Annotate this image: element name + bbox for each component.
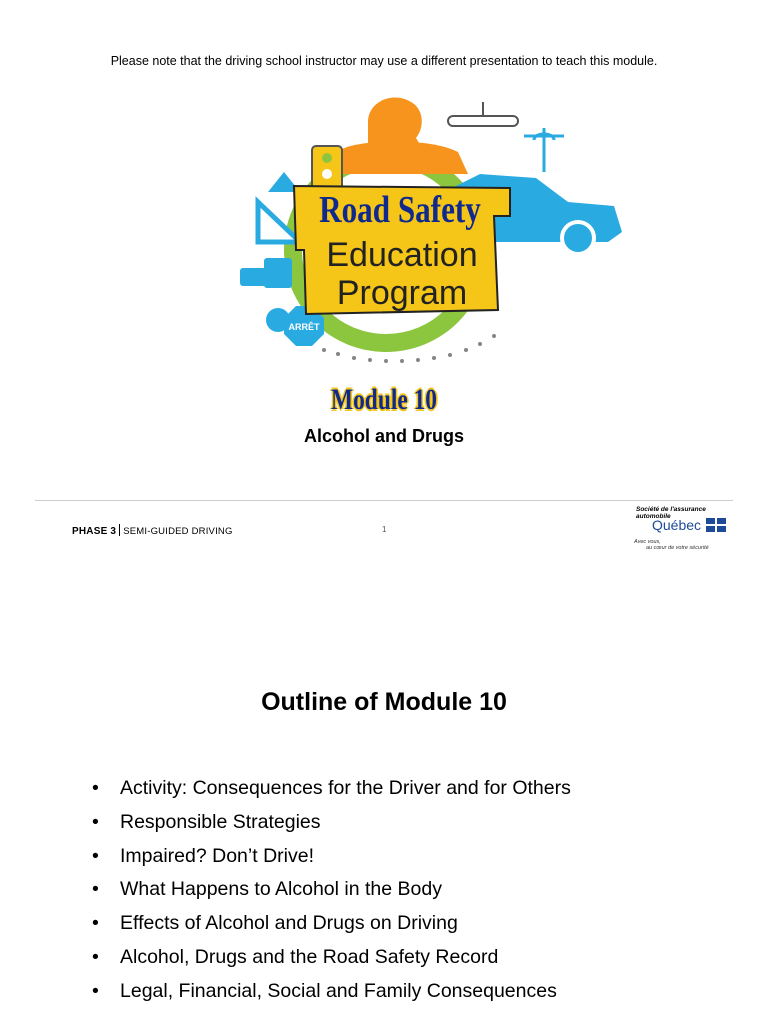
disclaimer-note: Please note that the driving school instructor may use a different presentation to teach this module. xyxy=(110,54,658,68)
outline-item-text: Effects of Alcohol and Drugs on Driving xyxy=(120,912,458,935)
phase-label xyxy=(72,524,233,537)
bullet-icon: • xyxy=(92,912,99,935)
page-number: 1 xyxy=(382,525,387,534)
slide-divider xyxy=(35,500,733,501)
road-safety-logo xyxy=(218,82,632,382)
outline-item-text: Impaired? Don’t Drive! xyxy=(120,844,314,867)
bullet-icon: • xyxy=(92,878,99,901)
outline-list xyxy=(92,772,571,1009)
saaq-tagline2: au cœur de votre sécurité xyxy=(646,545,709,551)
outline-item xyxy=(92,806,571,840)
bullet-icon: • xyxy=(92,777,99,799)
bullet-icon: • xyxy=(92,945,99,968)
quebec-flag-icon xyxy=(706,518,726,532)
phase-number: PHASE 3 xyxy=(72,526,117,537)
phase-separator xyxy=(119,524,120,536)
phase-description: SEMI-GUIDED DRIVING xyxy=(123,526,233,537)
outline-item-text: Legal, Financial, Social and Family Consequences xyxy=(120,979,557,1002)
outline-item xyxy=(92,941,571,975)
outline-item-text: Responsible Strategies xyxy=(120,810,321,833)
saaq-quebec: Québec xyxy=(652,517,702,533)
outline-item-text: What Happens to Alcohol in the Body xyxy=(120,878,442,901)
module-title: Module 10 xyxy=(331,383,437,416)
svg-text:Education: Education xyxy=(326,236,478,274)
outline-item-text: Activity: Consequences for the Driver and for Others xyxy=(120,777,571,799)
outline-item xyxy=(92,840,571,874)
saaq-logo xyxy=(634,506,734,556)
outline-item xyxy=(92,975,571,1009)
bullet-icon: • xyxy=(92,979,99,1002)
bullet-icon: • xyxy=(92,844,99,867)
svg-text:Road Safety: Road Safety xyxy=(319,188,481,231)
saaq-tagline1: Avec vous, xyxy=(634,539,661,545)
module-subtitle: Alcohol and Drugs xyxy=(303,426,464,446)
outline-item xyxy=(92,907,571,941)
saaq-line1: Société de l'assurance xyxy=(636,506,706,513)
outline-item-text: Alcohol, Drugs and the Road Safety Record xyxy=(120,945,499,968)
svg-text:ARRÊT: ARRÊT xyxy=(288,322,320,332)
outline-item xyxy=(92,873,571,907)
outline-item xyxy=(92,772,571,806)
svg-text:Program: Program xyxy=(336,274,468,312)
bullet-icon: • xyxy=(92,810,99,833)
saaq-line2: automobile xyxy=(636,513,671,520)
outline-title: Outline of Module 10 xyxy=(261,688,507,716)
